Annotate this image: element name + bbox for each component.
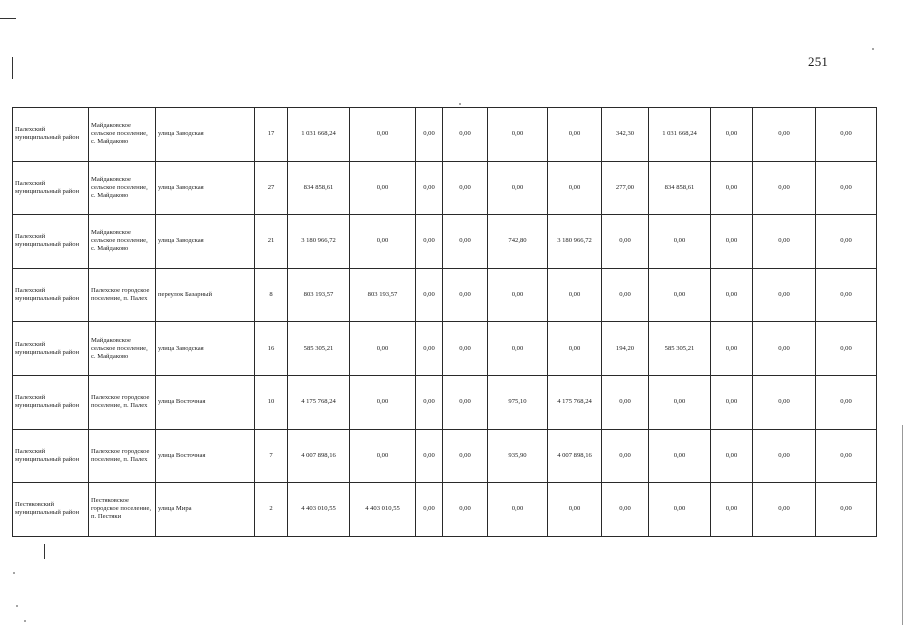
amount-cell: 0,00 [488, 108, 548, 162]
amount-cell: 0,00 [416, 483, 443, 537]
amount-cell: 0,00 [816, 215, 877, 269]
table-row [13, 429, 877, 483]
amount-cell: 0,00 [816, 161, 877, 215]
amount-cell: 342,30 [602, 108, 649, 162]
settlement-cell: Майдаковское сельское поселение, с. Майдаково [89, 161, 156, 215]
amount-cell: 0,00 [443, 375, 488, 429]
amount-cell: 0,00 [350, 429, 416, 483]
amount-cell: 0,00 [416, 161, 443, 215]
table-row [13, 161, 877, 215]
house-number-cell: 7 [255, 429, 288, 483]
amount-cell: 0,00 [548, 161, 602, 215]
amount-cell: 0,00 [753, 215, 816, 269]
amount-cell: 0,00 [548, 483, 602, 537]
settlement-cell: Пестяковское городское поселение, п. Пестяки [89, 483, 156, 537]
street-cell: улица Заводская [156, 215, 255, 269]
amount-cell: 803 193,57 [288, 268, 350, 322]
district-cell: Палехский муниципальный район [13, 322, 89, 376]
amount-cell: 0,00 [816, 429, 877, 483]
amount-cell: 0,00 [711, 375, 753, 429]
table-row [13, 268, 877, 322]
scan-artifact-stroke [12, 57, 13, 79]
amount-cell: 0,00 [350, 215, 416, 269]
scan-artifact-dot [459, 103, 461, 105]
amount-cell: 0,00 [350, 161, 416, 215]
district-cell: Палехский муниципальный район [13, 161, 89, 215]
street-cell: переулок Базарный [156, 268, 255, 322]
scan-artifact-dash [0, 18, 16, 19]
amount-cell: 0,00 [602, 429, 649, 483]
street-cell: улица Восточная [156, 375, 255, 429]
amount-cell: 277,00 [602, 161, 649, 215]
street-cell: улица Заводская [156, 108, 255, 162]
amount-cell: 3 180 966,72 [288, 215, 350, 269]
district-cell: Пестяковский муниципальный район [13, 483, 89, 537]
amount-cell: 0,00 [649, 215, 711, 269]
amount-cell: 0,00 [602, 375, 649, 429]
amount-cell: 1 031 668,24 [288, 108, 350, 162]
amount-cell: 0,00 [548, 108, 602, 162]
amount-cell: 0,00 [753, 429, 816, 483]
settlement-cell: Палехское городское поселение, п. Палех [89, 268, 156, 322]
amount-cell: 585 305,21 [288, 322, 350, 376]
house-number-cell: 27 [255, 161, 288, 215]
house-number-cell: 10 [255, 375, 288, 429]
settlement-cell: Майдаковское сельское поселение, с. Майдаково [89, 215, 156, 269]
page-number: 251 [808, 54, 829, 69]
amount-cell: 0,00 [350, 108, 416, 162]
amount-cell: 0,00 [753, 108, 816, 162]
house-number-cell: 8 [255, 268, 288, 322]
amount-cell: 0,00 [416, 322, 443, 376]
amount-cell: 4 007 898,16 [548, 429, 602, 483]
amount-cell: 0,00 [443, 215, 488, 269]
scan-artifact-dot [16, 605, 18, 607]
scan-artifact-dot [13, 572, 15, 574]
amount-cell: 0,00 [350, 322, 416, 376]
amount-cell: 585 305,21 [649, 322, 711, 376]
amount-cell: 0,00 [816, 375, 877, 429]
amount-cell: 0,00 [649, 429, 711, 483]
amount-cell: 0,00 [711, 161, 753, 215]
amount-cell: 0,00 [816, 268, 877, 322]
amount-cell: 0,00 [488, 483, 548, 537]
street-cell: улица Восточная [156, 429, 255, 483]
amount-cell: 0,00 [816, 483, 877, 537]
amount-cell: 975,10 [488, 375, 548, 429]
amount-cell: 834 858,61 [649, 161, 711, 215]
amount-cell: 1 031 668,24 [649, 108, 711, 162]
amount-cell: 0,00 [816, 108, 877, 162]
amount-cell: 3 180 966,72 [548, 215, 602, 269]
district-cell: Палехский муниципальный район [13, 215, 89, 269]
amount-cell: 0,00 [548, 322, 602, 376]
district-cell: Палехский муниципальный район [13, 375, 89, 429]
table-row [13, 483, 877, 537]
amount-cell: 0,00 [488, 268, 548, 322]
house-number-cell: 16 [255, 322, 288, 376]
table-row [13, 108, 877, 162]
street-cell: улица Заводская [156, 161, 255, 215]
amount-cell: 4 175 768,24 [548, 375, 602, 429]
amount-cell: 0,00 [443, 322, 488, 376]
scan-artifact-stroke [902, 425, 903, 625]
settlement-cell: Майдаковское сельское поселение, с. Майдаково [89, 322, 156, 376]
amount-cell: 0,00 [753, 268, 816, 322]
scan-artifact-stroke [44, 544, 45, 559]
house-number-cell: 21 [255, 215, 288, 269]
amount-cell: 0,00 [602, 483, 649, 537]
amount-cell: 0,00 [753, 322, 816, 376]
settlement-cell: Майдаковское сельское поселение, с. Майдаково [89, 108, 156, 162]
district-cell: Палехский муниципальный район [13, 429, 89, 483]
amount-cell: 0,00 [416, 108, 443, 162]
amount-cell: 0,00 [416, 429, 443, 483]
amount-cell: 0,00 [649, 375, 711, 429]
amount-cell: 0,00 [711, 483, 753, 537]
amount-cell: 742,80 [488, 215, 548, 269]
amount-cell: 0,00 [816, 322, 877, 376]
amount-cell: 194,20 [602, 322, 649, 376]
amount-cell: 0,00 [711, 215, 753, 269]
table-row [13, 215, 877, 269]
amount-cell: 0,00 [443, 108, 488, 162]
street-cell: улица Заводская [156, 322, 255, 376]
amount-cell: 4 403 010,55 [288, 483, 350, 537]
amount-cell: 0,00 [488, 322, 548, 376]
amount-cell: 0,00 [711, 108, 753, 162]
table-row [13, 375, 877, 429]
amount-cell: 0,00 [350, 375, 416, 429]
scan-artifact-dot [24, 620, 26, 622]
amount-cell: 803 193,57 [350, 268, 416, 322]
street-cell: улица Мира [156, 483, 255, 537]
amount-cell: 0,00 [649, 268, 711, 322]
settlement-cell: Палехское городское поселение, п. Палех [89, 375, 156, 429]
scan-artifact-dot [872, 48, 874, 50]
amount-cell: 0,00 [443, 483, 488, 537]
amount-cell: 0,00 [753, 483, 816, 537]
amount-cell: 0,00 [416, 268, 443, 322]
housing-registry-table [12, 107, 877, 537]
amount-cell: 0,00 [443, 429, 488, 483]
amount-cell: 0,00 [548, 268, 602, 322]
amount-cell: 0,00 [753, 161, 816, 215]
amount-cell: 0,00 [649, 483, 711, 537]
amount-cell: 834 858,61 [288, 161, 350, 215]
amount-cell: 0,00 [602, 268, 649, 322]
district-cell: Палехский муниципальный район [13, 268, 89, 322]
amount-cell: 4 403 010,55 [350, 483, 416, 537]
amount-cell: 0,00 [443, 268, 488, 322]
district-cell: Палехский муниципальный район [13, 108, 89, 162]
amount-cell: 0,00 [711, 429, 753, 483]
amount-cell: 0,00 [488, 161, 548, 215]
amount-cell: 935,90 [488, 429, 548, 483]
amount-cell: 4 007 898,16 [288, 429, 350, 483]
amount-cell: 0,00 [711, 268, 753, 322]
table-row [13, 322, 877, 376]
house-number-cell: 17 [255, 108, 288, 162]
amount-cell: 4 175 768,24 [288, 375, 350, 429]
amount-cell: 0,00 [753, 375, 816, 429]
settlement-cell: Палехское городское поселение, п. Палех [89, 429, 156, 483]
amount-cell: 0,00 [711, 322, 753, 376]
amount-cell: 0,00 [602, 215, 649, 269]
house-number-cell: 2 [255, 483, 288, 537]
amount-cell: 0,00 [416, 375, 443, 429]
amount-cell: 0,00 [443, 161, 488, 215]
amount-cell: 0,00 [416, 215, 443, 269]
